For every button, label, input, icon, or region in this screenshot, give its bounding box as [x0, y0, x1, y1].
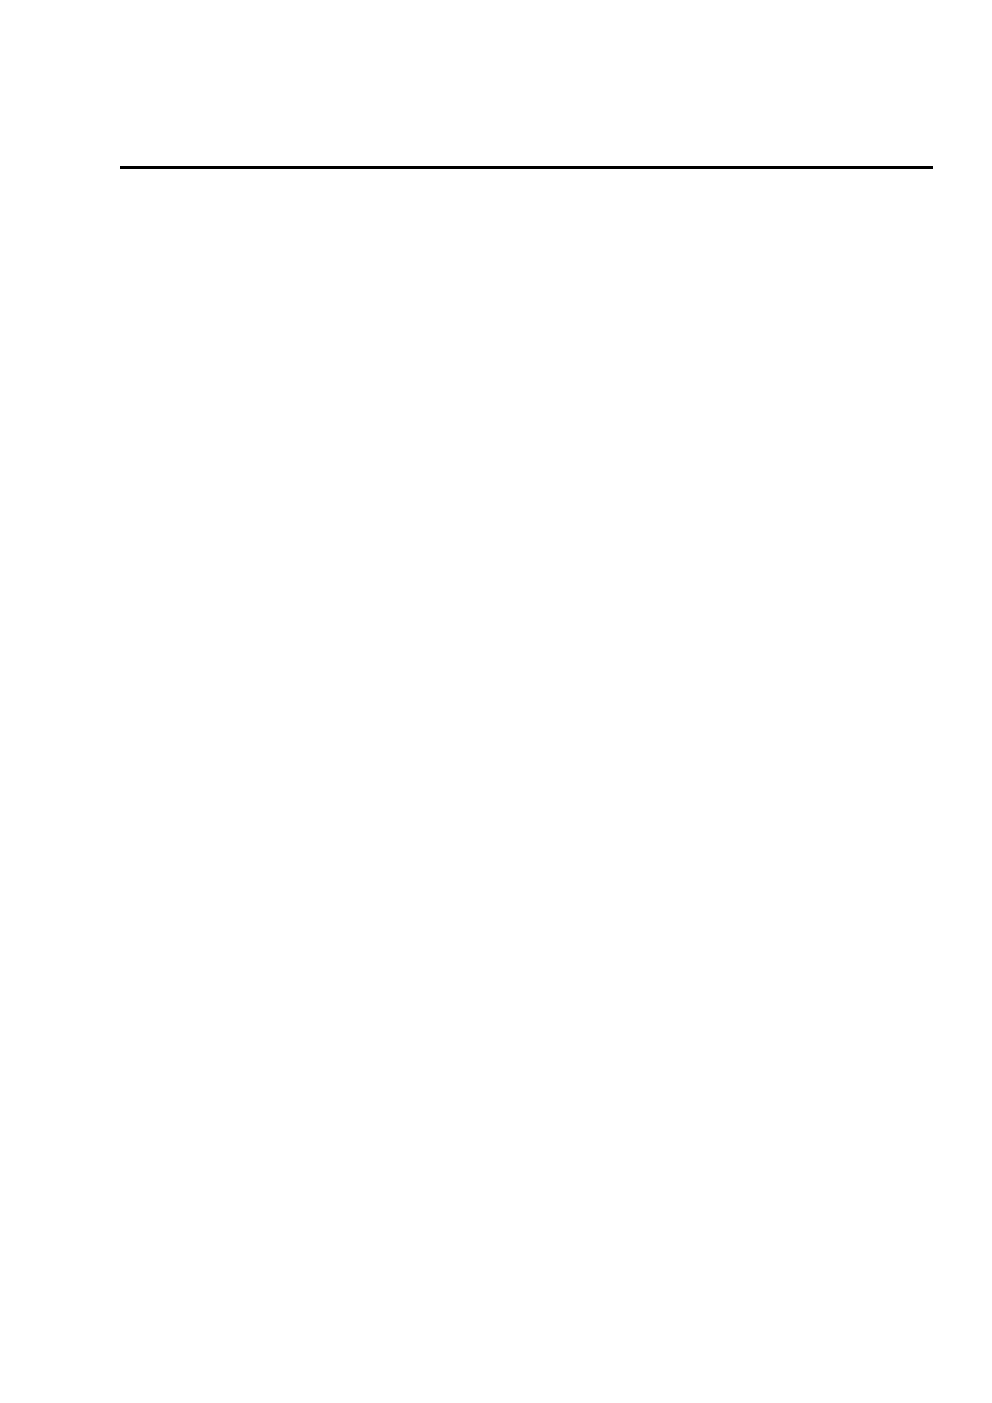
document-title — [120, 162, 933, 169]
